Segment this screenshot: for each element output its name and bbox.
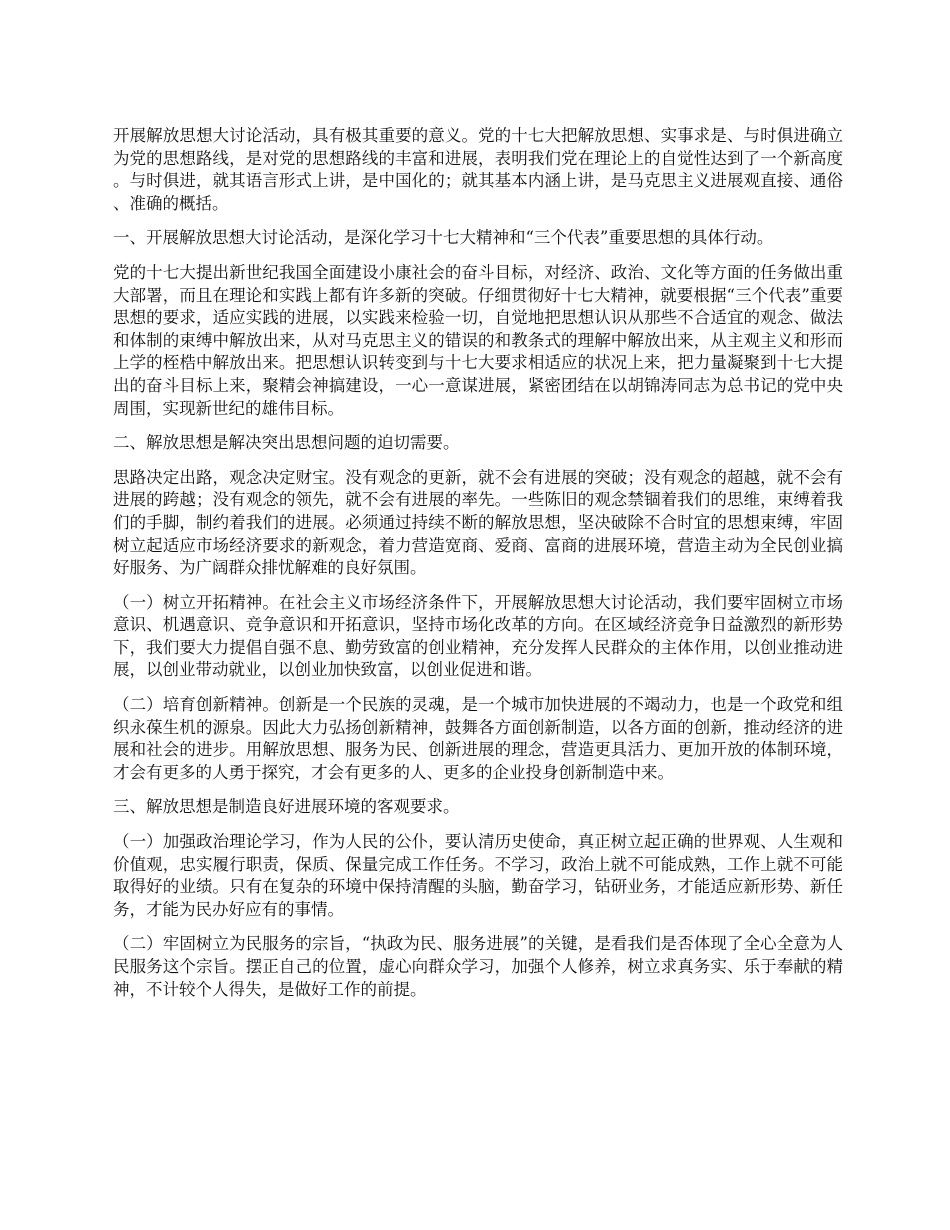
paragraph-section-1: 党的十七大提出新世纪我国全面建设小康社会的奋斗目标，对经济、政治、文化等方面的任务做出重大部署，而且在理论和实践上都有许多新的突破。仔细贯彻好十七大精神，就要根据“三个代表”重要思想的要求，适应实践的进展，以实践来检验一切，自觉地把思想认识从那些不合适宜的观念、做法和体制的束缚中解放出来，从对马克思主义的错误的和教条式的理解中解放出来，从主观主义和形而上学的桎梏中解放出来。把思想认识转变到与十七大要求相适应的状况上来，把力量凝聚到十七大提出的奋斗目标上来，聚精会神搞建设，一心一意谋进展，紧密团结在以胡锦涛同志为总书记的党中央周围，实现新世纪的雄伟目标。 bbox=[113, 262, 843, 418]
paragraph-section-3-item-2: （二）牢固树立为民服务的宗旨，“执政为民、服务进展”的关键，是看我们是否体现了全心全意为人民服务这个宗旨。摆正自己的位置，虚心向群众学习，加强个人修养，树立求真务实、乐于奉献的精神，不计较个人得失，是做好工作的前提。 bbox=[113, 934, 843, 999]
paragraph-section-2-item-2: （二）培育创新精神。创新是一个民族的灵魂，是一个城市加快进展的不竭动力，也是一个政党和组织永葆生机的源泉。因此大力弘扬创新精神，鼓舞各方面创新制造，以各方面的创新，推动经济的进展和社会的进步。用解放思想、服务为民、创新进展的理念，营造更具活力、更加开放的体制环境，才会有更多的人勇于探究，才会有更多的人、更多的企业投身创新制造中来。 bbox=[113, 695, 843, 782]
document-page bbox=[113, 125, 843, 1013]
paragraph-intro: 开展解放思想大讨论活动，具有极其重要的意义。党的十七大把解放思想、实事求是、与时俱进确立为党的思想路线，是对党的思想路线的丰富和进展，表明我们党在理论上的自觉性达到了一个新高度。与时俱进，就其语言形式上讲，是中国化的；就其基本内涵上讲，是马克思主义进展观直接、通俗、准确的概括。 bbox=[113, 126, 843, 213]
section-heading-2: 二、解放思想是解决突出思想问题的迫切需要。 bbox=[113, 433, 460, 453]
paragraph-section-2-item-1: （一）树立开拓精神。在社会主义市场经济条件下，开展解放思想大讨论活动，我们要牢固树立市场意识、机遇意识、竞争意识和开拓意识，坚持市场化改革的方向。在区域经济竞争日益激烈的新形势下，我们要大力提倡自强不息、勤劳致富的创业精神，充分发挥人民群众的主体作用，以创业推动进展，以创业带动就业，以创业加快致富，以创业促进和谐。 bbox=[113, 592, 843, 680]
section-heading-3: 三、解放思想是制造良好进展环境的客观要求。 bbox=[113, 797, 460, 817]
paragraph-section-2: 思路决定出路，观念决定财宝。没有观念的更新，就不会有进展的突破；没有观念的超越，就不会有进展的跨越；没有观念的领先，就不会有进展的率先。一些陈旧的观念禁锢着我们的思维，束缚着我们的手脚，制约着我们的进展。必须通过持续不断的解放思想，坚决破除不合时宜的思想束缚，牢固树立起适应市场经济要求的新观念，着力营造宽商、爱商、富商的进展环境，营造主动为全民创业搞好服务、为广阔群众排忧解难的良好氛围。 bbox=[113, 467, 843, 578]
paragraph-section-3-item-1: （一）加强政治理论学习，作为人民的公仆，要认清历史使命，真正树立起正确的世界观、人生观和价值观，忠实履行职责，保质、保量完成工作任务。不学习，政治上就不可能成熟，工作上就不可能取得好的业绩。只有在复杂的环境中保持清醒的头脑，勤奋学习，钻研业务，才能适应新形势、新任务，才能为民办好应有的事情。 bbox=[113, 832, 843, 919]
section-heading-1: 一、开展解放思想大讨论活动，是深化学习十七大精神和“三个代表”重要思想的具体行动。 bbox=[113, 228, 774, 248]
